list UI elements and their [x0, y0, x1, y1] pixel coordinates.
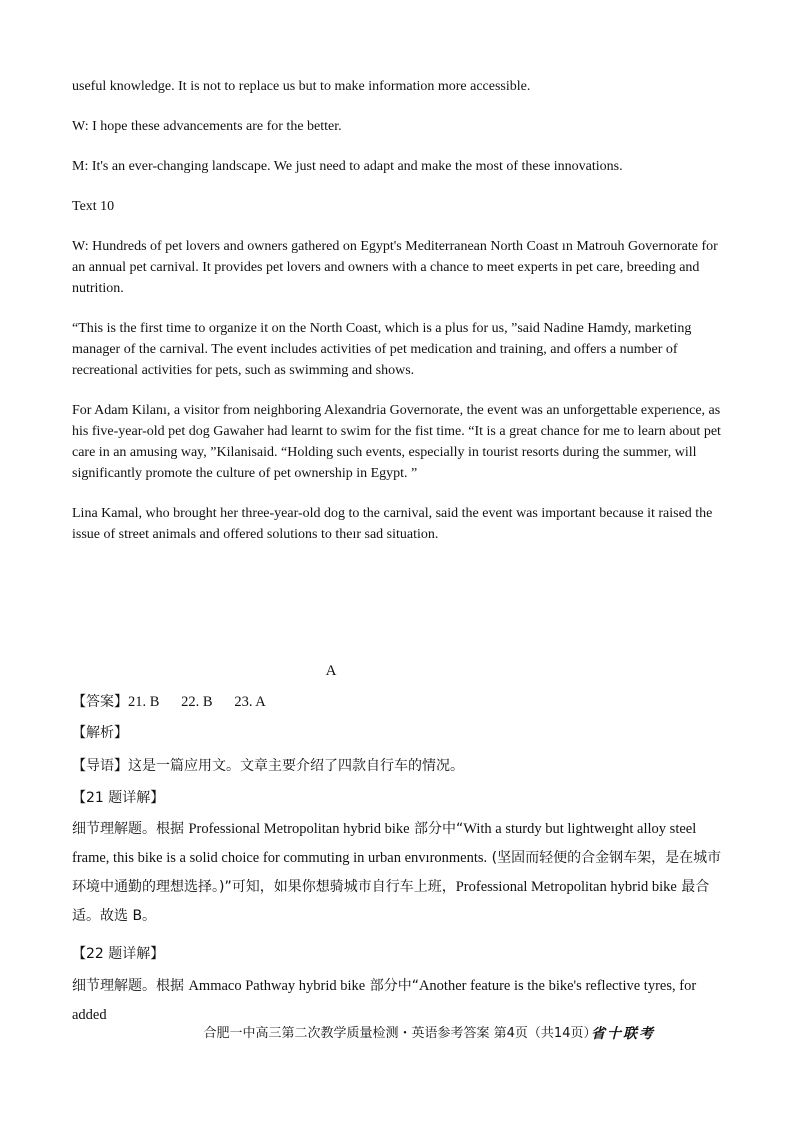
q21-text-2: 部分中“ [409, 821, 464, 837]
page-footer: 合肥一中高三第二次教学质量检测・英语参考答案 第4页（共14页） [203, 1026, 597, 1041]
answer-label: 【答案】 [72, 694, 128, 710]
text10-paragraph-3: For Adam Kilanı, a visitor from neighboring Alexandria Governorate, the event was an unforgettable experıence, as his five-year-old pet dog Gawaher had learnt to swim for the fist time. “It is a great chance for me to learn about pet care in an amusing way, ”Kilanisaid. “Holding such events, especially in tourist resorts during the summer, will significantly promote the culture of pet ownership in Egypt. ” [72, 403, 721, 481]
answer-line [72, 688, 732, 717]
text10-heading: Text 10 [72, 199, 115, 214]
text10-paragraph-1: W: Hundreds of pet lovers and owners gathered on Egypt's Mediterranean North Coast ın Matrouh Governorate for an annual pet carnival. It provides pet lovers and owners with a chance to meet experts in pet care, breeding and nutrition. [72, 239, 718, 296]
text9-w-line: W: I hope these advancements are for the better. [72, 119, 342, 134]
analysis-label: 【解析】 [72, 725, 128, 741]
q22-bike-name: Ammaco Pathway hybrid bike [188, 978, 366, 994]
text10-paragraph-2: “This is the first time to organize it on the North Coast, which is a plus for us, ”said Nadine Hamdy, marketing manager of the carnival. The event includes activities of pet medication and training, and offers a number of recreational activities for pets, such as swimming and shows. [72, 321, 692, 378]
q22-text-1: 细节理解题。根据 [72, 978, 189, 994]
guide-label: 【导语】 [72, 758, 128, 774]
q21-text-4: 最合适。故选 B。 [72, 879, 710, 924]
q21-quote-bike: Professional Metropolitan hybrid bike [188, 821, 410, 837]
q21-explanation [72, 815, 732, 931]
q22-quote: Another feature is the bike's reflective tyres, for added [72, 978, 697, 1023]
text9-line: useful knowledge. It is not to replace us but to make information more accessible. [72, 79, 531, 94]
section-letter: A [325, 663, 337, 679]
q21-text-1: 细节理解题。根据 [72, 821, 189, 837]
q22-label: 【22 题详解】 [72, 946, 165, 962]
text9-m-line: M: It's an ever-changing landscape. We just need to adapt and make the most of these innovations. [72, 159, 623, 174]
text10-paragraph-4: Lina Kamal, who brought her three-year-old dog to the carnival, said the event was important because it raised the issue of street animals and offered solutions to theır sad situation. [72, 506, 713, 542]
answer-values: 21. B 22. B 23. A [128, 694, 266, 710]
guide-line [72, 752, 732, 781]
q22-text-2: 部分中“ [365, 978, 419, 994]
q21-text-3: (坚固而轻便的合金钢车架，是在城市环境中通勤的理想选择。)”可知，如果你想骑城市自行车上班， [72, 850, 722, 895]
q21-quote: With a sturdy but lightweıght alloy steel frame, this bike is a solid choice for commuting in urban envıronments. [72, 821, 697, 866]
guide-text: 这是一篇应用文。文章主要介绍了四款自行车的情况。 [128, 758, 464, 774]
q21-bike-name: Professional Metropolitan hybrid bike [455, 879, 677, 895]
exam-stamp: 省十联考 [591, 1026, 655, 1042]
q21-label: 【21 题详解】 [72, 790, 165, 806]
